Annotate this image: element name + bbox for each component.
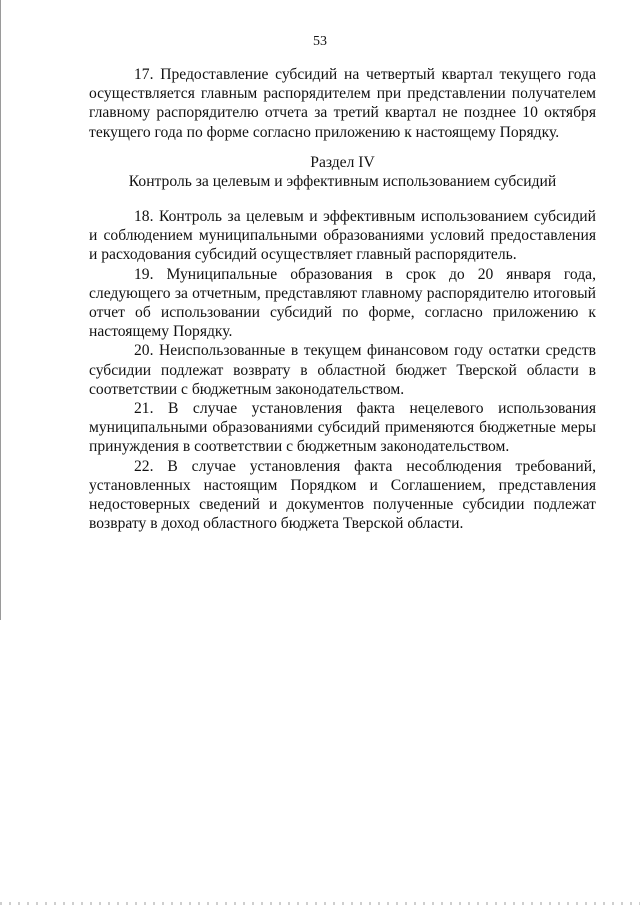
clause-21: 21. В случае установления факта нецелевого использования муниципальными образованиями субсидий применяются бюджетные меры принуждения в соответствии с бюджетным законодательством.	[89, 400, 596, 456]
clause-22: 22. В случае установления факта несоблюдения требований, установленных настоящим Порядком и Соглашением, представления недостоверных сведений и документов полученные субсидии подлежат возврату в доход областного бюджета Тверской области.	[89, 457, 596, 533]
clause-20: 20. Неиспользованные в текущем финансовом году остатки средств субсидии подлежат возврату в областной бюджет Тверской области в соответствии с бюджетным законодательством.	[89, 342, 596, 398]
scan-left-edge-line	[0, 0, 1, 620]
section-label: Раздел IV	[310, 154, 375, 171]
page-number: 53	[313, 34, 327, 49]
section-title: Контроль за целевым и эффективным использованием субсидий	[128, 173, 557, 190]
clause-19: 19. Муниципальные образования в срок до 20 января года, следующего за отчетным, представляют главному распорядителю итоговый отчет об использовании субсидий по форме, согласно приложению к настоящему Порядку.	[89, 265, 596, 341]
clause-18: 18. Контроль за целевым и эффективным использованием субсидий и соблюдением муниципальными образованиями условий предоставления и расходования субсидий осуществляет главный распорядитель.	[89, 208, 596, 264]
clause-17: 17. Предоставление субсидий на четвертый квартал текущего года осуществляется главным распорядителем при представлении получателем главному распорядителю отчета за третий квартал не позднее 10 октября текущего года по форме согласно приложению к настоящему Порядку.	[89, 66, 596, 141]
clause-block-bottom	[89, 207, 596, 533]
clause-block-top	[89, 65, 596, 142]
